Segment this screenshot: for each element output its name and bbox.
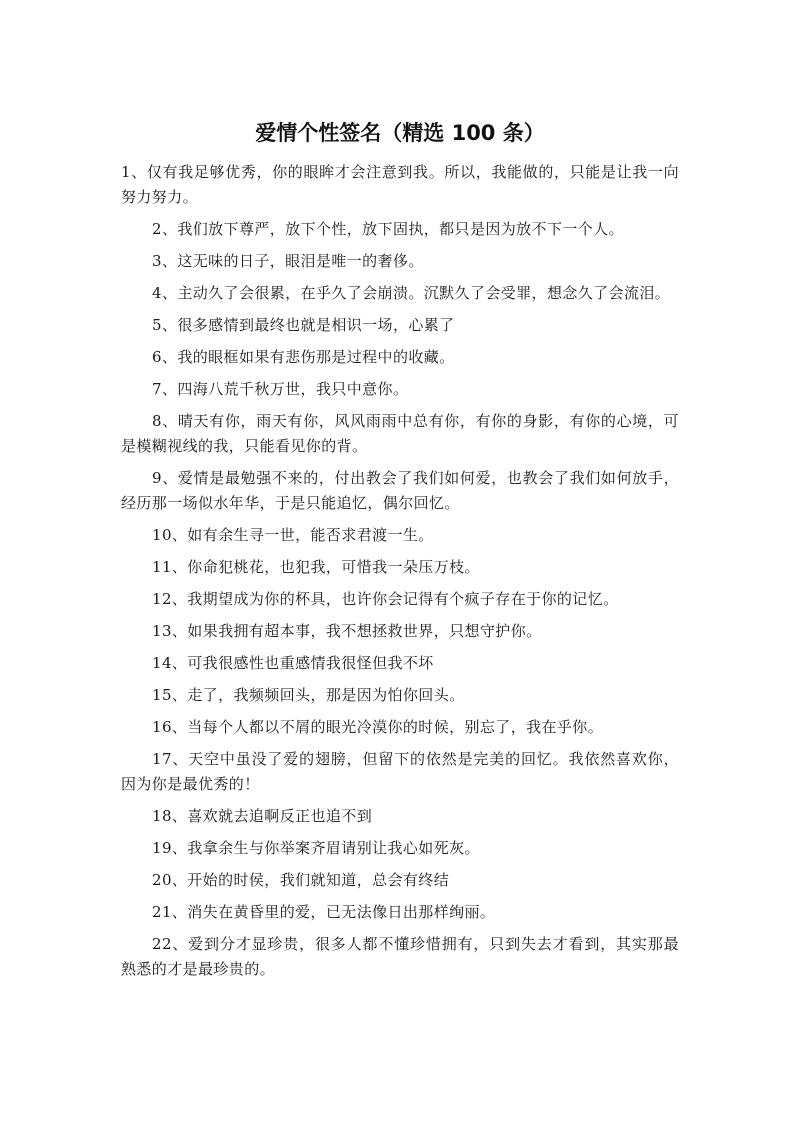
list-item: 18、喜欢就去追啊反正也追不到 [152,807,373,825]
list-item: 19、我拿余生与你举案齐眉请别让我心如死灰。 [152,839,480,857]
list-item: 20、开始的时侯，我们就知道，总会有终结 [152,871,450,889]
list-item: 10、如有余生寻一世，能否求君渡一生。 [152,526,434,544]
list-item: 13、如果我拥有超本事，我不想拯救世界，只想守护你。 [152,622,542,640]
list-item: 15、走了，我频频回头，那是因为怕你回头。 [152,686,465,704]
document-title: 爱情个性签名（精选 100 条） [255,121,545,145]
list-item: 14、可我很感性也重感情我很怪但我不坏 [152,654,434,672]
list-item: 2、我们放下尊严，放下个性，放下固执，都只是因为放不下一个人。 [152,220,624,238]
list-item: 21、消失在黄昏里的爱，已无法像日出那样绚丽。 [152,903,496,921]
list-item: 9、爱情是最勉强不来的，付出教会了我们如何爱，也教会了我们如何放手，经历那一场似水年华，于是只能追忆，偶尔回忆。 [121,469,679,512]
list-item: 7、四海八荒千秋万世，我只中意你。 [152,380,409,398]
list-item: 3、这无味的日子，眼泪是唯一的奢侈。 [152,252,424,270]
list-item: 11、你命犯桃花，也犯我，可惜我一朵压万枝。 [152,558,480,576]
signature-list [121,160,679,989]
list-item: 22、爱到分才显珍贵，很多人都不懂珍惜拥有，只到失去才看到，其实那最熟悉的才是最珍贵的。 [121,935,679,978]
list-item: 17、天空中虽没了爱的翅膀，但留下的依然是完美的回忆。我依然喜欢你，因为你是最优秀的！ [121,750,679,793]
list-item: 6、我的眼框如果有悲伤那是过程中的收藏。 [152,348,455,366]
list-item: 8、晴天有你，雨天有你，风风雨雨中总有你，有你的身影，有你的心境，可是模糊视线的我，只能看见你的背。 [121,412,679,455]
list-item: 12、我期望成为你的杯具，也许你会记得有个疯子存在于你的记忆。 [152,590,619,608]
list-item: 16、当每个人都以不屑的眼光冷漠你的时候，别忘了，我在乎你。 [152,718,604,736]
list-item: 5、很多感情到最终也就是相识一场，心累了 [152,316,455,334]
list-item: 1、仅有我足够优秀，你的眼眸才会注意到我。所以，我能做的，只能是让我一向努力努力。 [121,163,679,206]
list-item: 4、主动久了会很累，在乎久了会崩溃。沉默久了会受罪，想念久了会流泪。 [152,284,671,302]
